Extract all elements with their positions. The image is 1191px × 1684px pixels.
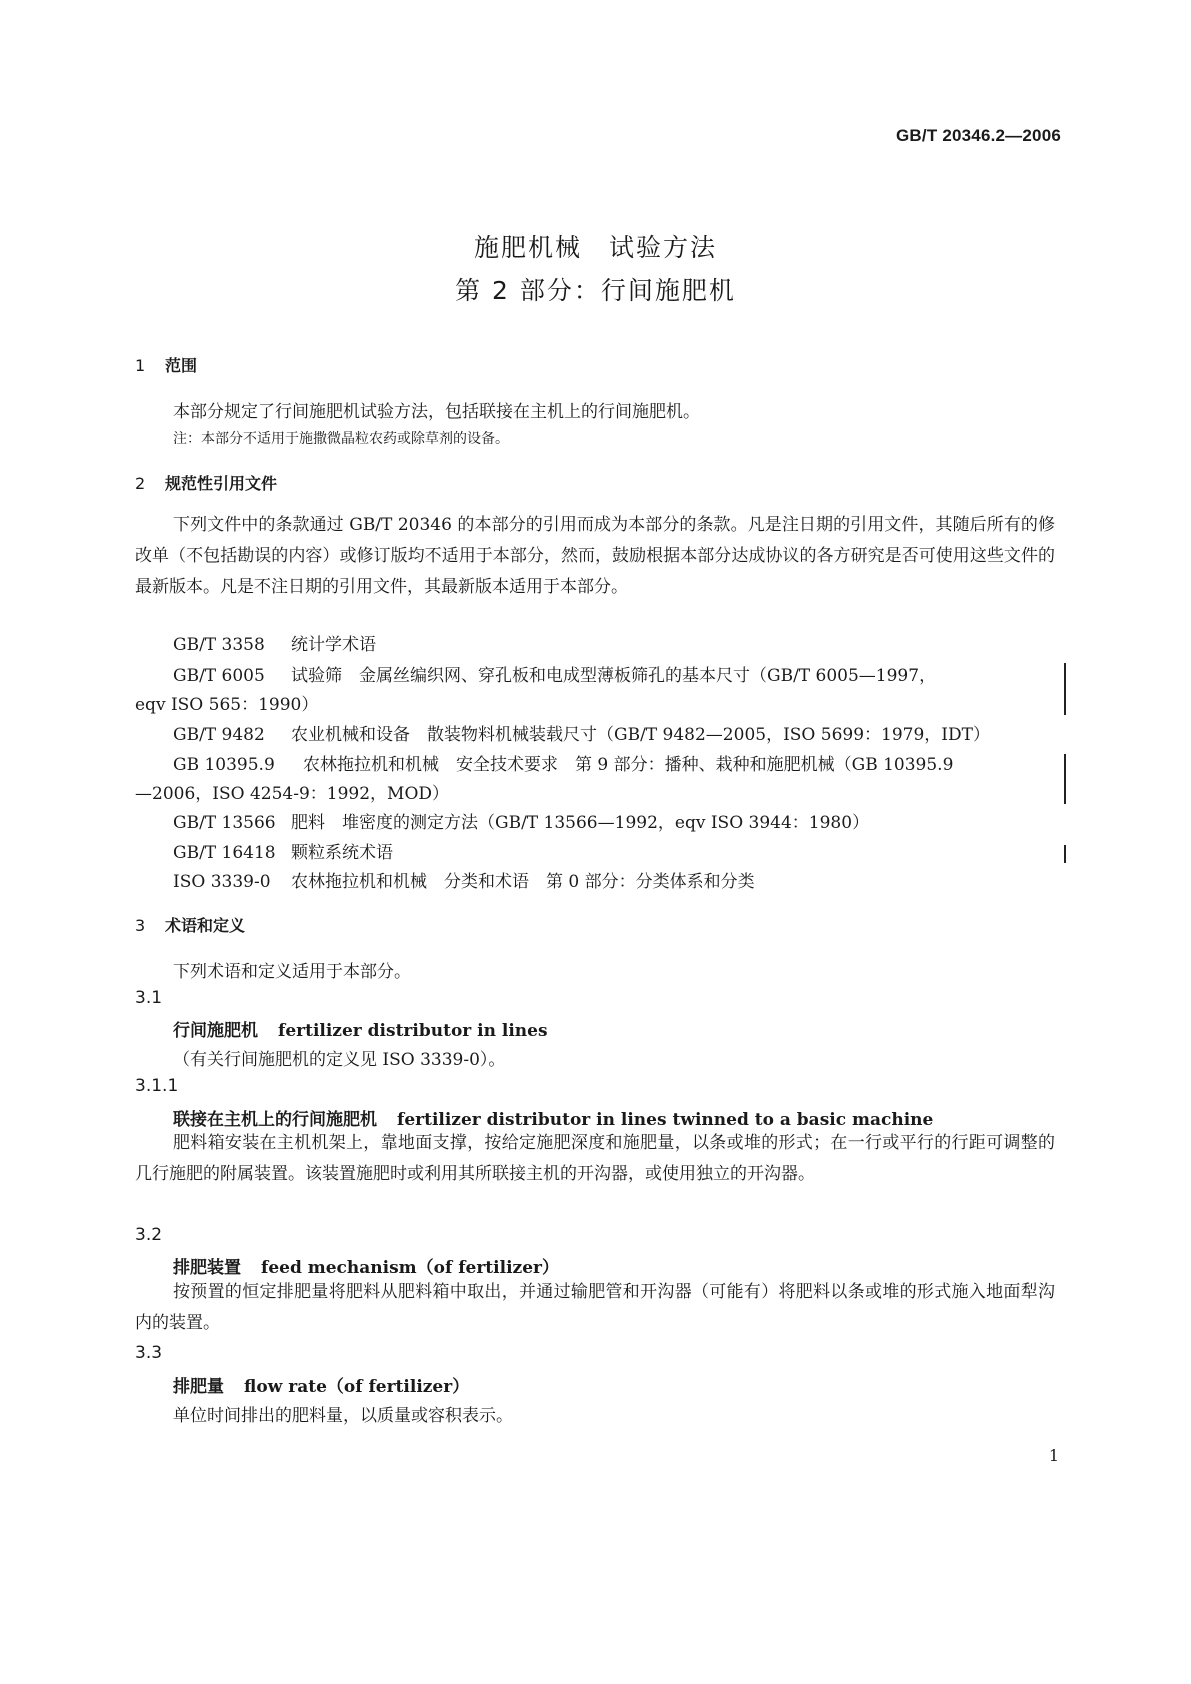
section-number: 2: [135, 474, 146, 493]
term-en: fertilizer distributor in lines: [278, 1021, 548, 1041]
reference-code: GB/T 6005: [173, 666, 265, 686]
term-en: fertilizer distributor in lines twinned to a basic machine: [397, 1110, 934, 1130]
section-number: 1: [135, 356, 146, 375]
section-number: 3: [135, 916, 146, 935]
term-zh: 排肥装置: [173, 1258, 241, 1278]
section-title: 规范性引用文件: [165, 474, 278, 493]
reference-item: [173, 838, 393, 863]
reference-title: 农业机械和设备 散装物料机械装载尺寸（GB/T 9482—2005，ISO 5699：1979，IDT）: [291, 725, 990, 745]
reference-code: GB/T 9482: [173, 725, 265, 745]
reference-item: [173, 720, 990, 745]
reference-title: 试验筛 金属丝编织网、穿孔板和电成型薄板筛孔的基本尺寸（GB/T 6005—1997，: [291, 666, 937, 686]
reference-item: [173, 750, 953, 775]
document-title: 施肥机械 试验方法: [473, 233, 717, 262]
document-subtitle: 第 2 部分：行间施肥机: [455, 276, 736, 305]
reference-title: 农林拖拉机和机械 安全技术要求 第 9 部分：播种、栽种和施肥机械（GB 10395.9: [303, 755, 954, 775]
term-definition: （有关行间施肥机的定义见 ISO 3339-0）。: [173, 1050, 506, 1070]
reference-title: 颗粒系统术语: [291, 843, 393, 863]
reference-item: [173, 867, 755, 892]
term-definition: 肥料箱安装在主机机架上，靠地面支撑，按给定施肥深度和施肥量，以条或堆的形式；在一行或平行的行距可调整的几行施肥的附属装置。该装置施肥时或利用其所联接主机的开沟器，或使用独立的开沟器。: [135, 1133, 1055, 1184]
term-zh: 排肥量: [173, 1377, 224, 1397]
term-heading: [173, 1016, 548, 1041]
term-definition: 单位时间排出的肥料量，以质量或容积表示。: [173, 1406, 513, 1426]
reference-item: [173, 808, 869, 833]
clause-number: 3.1: [135, 988, 163, 1008]
reference-title: 统计学术语: [291, 635, 376, 655]
reference-title: 农林拖拉机和机械 分类和术语 第 0 部分：分类体系和分类: [291, 872, 755, 892]
section-1-heading: [135, 353, 197, 376]
reference-item: [173, 630, 376, 655]
clause-number: 3.3: [135, 1343, 163, 1363]
change-bar: [1064, 663, 1066, 715]
reference-title: 肥料 堆密度的测定方法（GB/T 13566—1992，eqv ISO 3944：1980）: [291, 813, 870, 833]
change-bar: [1064, 845, 1066, 863]
term-zh: 行间施肥机: [173, 1021, 258, 1041]
reference-item: [173, 661, 936, 686]
section-3-paragraph: 下列术语和定义适用于本部分。: [173, 962, 411, 982]
reference-continuation: —2006，ISO 4254-9：1992，MOD）: [135, 784, 450, 804]
reference-continuation: eqv ISO 565：1990）: [135, 695, 319, 715]
term-heading: [173, 1105, 933, 1130]
term-en: feed mechanism（of fertilizer）: [261, 1258, 559, 1278]
reference-code: GB/T 3358: [173, 635, 265, 655]
term-en: flow rate（of fertilizer）: [244, 1377, 470, 1397]
standard-code: GB/T 20346.2—2006: [896, 126, 1061, 145]
reference-code: GB 10395.9: [173, 755, 275, 775]
page-number: 1: [1048, 1446, 1059, 1465]
term-zh: 联接在主机上的行间施肥机: [173, 1110, 377, 1130]
section-2-heading: [135, 471, 277, 494]
reference-code: GB/T 16418: [173, 843, 276, 863]
section-2-paragraph: 下列文件中的条款通过 GB/T 20346 的本部分的引用而成为本部分的条款。凡是注日期的引用文件，其随后所有的修改单（不包括勘误的内容）或修订版均不适用于本部分，然而，鼓励根据本部分达成协议的各方研究是否可使用这些文件的最新版本。凡是不注日期的引用文件，其最新版本适用于本部分。: [135, 515, 1055, 597]
reference-code: ISO 3339-0: [173, 872, 271, 892]
term-heading: [173, 1372, 469, 1397]
section-3-heading: [135, 913, 245, 936]
change-bar: [1064, 754, 1066, 804]
section-title: 术语和定义: [165, 916, 246, 935]
section-title: 范围: [165, 356, 198, 375]
clause-number: 3.2: [135, 1225, 163, 1245]
section-1-paragraph: 本部分规定了行间施肥机试验方法，包括联接在主机上的行间施肥机。: [173, 402, 700, 422]
clause-number: 3.1.1: [135, 1076, 179, 1096]
term-definition: 按预置的恒定排肥量将肥料从肥料箱中取出，并通过输肥管和开沟器（可能有）将肥料以条或堆的形式施入地面犁沟内的装置。: [135, 1282, 1055, 1333]
term-heading: [173, 1253, 559, 1278]
section-1-note: 注：本部分不适用于施撒微晶粒农药或除草剂的设备。: [173, 431, 509, 447]
reference-code: GB/T 13566: [173, 813, 276, 833]
